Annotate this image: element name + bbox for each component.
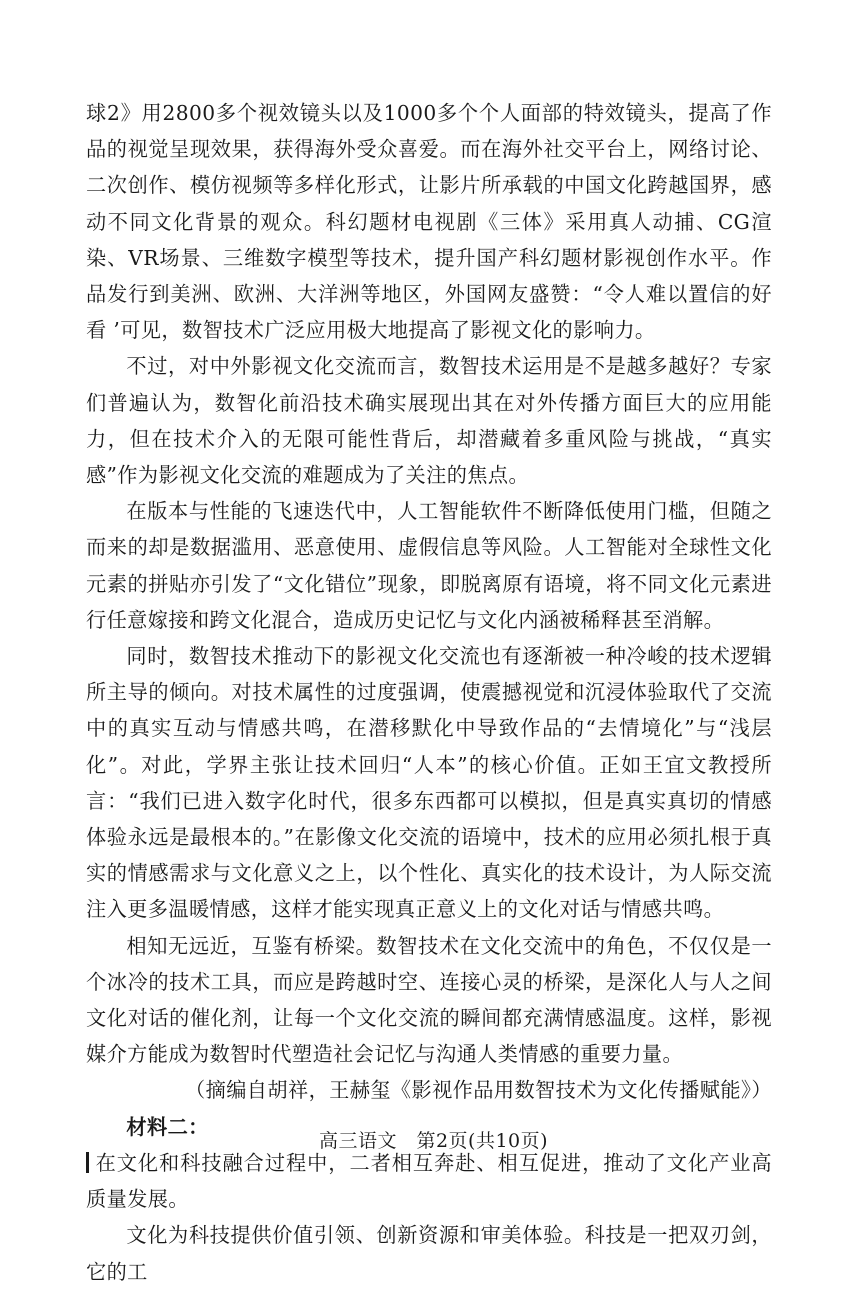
paragraph-5: 相知无远近，互鉴有桥梁。数智技术在文化交流中的角色，不仅仅是一个冰冷的技术工具，而应是跨越时空、连接心灵的桥梁，是深化人与人之间文化对话的催化剂，让每一个文化交流的瞬间都充满情感温度。这样，影视媒介方能成为数智时代塑造社会记忆与沟通人类情感的重要力量。 — [86, 933, 772, 1067]
paragraph-2: 不过，对中外影视文化交流而言，数智技术运用是不是越多越好？专家们普遍认为，数智化前沿技术确实展现出其在对外传播方面巨大的应用能力，但在技术介入的无限可能性背后，却潜藏着多重风险与挑战，“真实感”作为影视文化交流的难题成为了关注的焦点。 — [86, 354, 772, 488]
material-two-text-1: 在文化和科技融合过程中，二者相互奔赴、相互促进，推动了文化产业高质量发展。 — [86, 1150, 772, 1212]
paragraph-1: 球2》用2800多个视效镜头以及1000多个个人面部的特效镜头，提高了作品的视觉呈现效果，获得海外受众喜爱。而在海外社交平台上，网络讨论、二次创作、模仿视频等多样化形式，让影片所承载的中国文化跨越国界，感动不同文化背景的观众。科幻题材电视剧《三体》采用真人动捕、CG渲染、VR场景、三维数字模型等技术，提升国产科幻题材影视创作水平。作品发行到美洲、欧洲、大洋洲等地区，外国网友盛赞：“令人难以置信的好看 ’可见，数智技术广泛应用极大地提高了影视文化的影响力。 — [86, 101, 772, 343]
material-two-paragraph-2: 文化为科技提供价值引领、创新资源和审美体验。科技是一把双刃剑，它的工 — [86, 1223, 772, 1284]
material-two-heading: 材料二： — [126, 1114, 209, 1139]
page-footer: 高三语文 第2页(共10页) — [318, 1130, 549, 1152]
paragraph-4: 同时，数智技术推动下的影视文化交流也有逐渐被一种冷峻的技术逻辑所主导的倾向。对技术属性的过度强调，使震撼视觉和沉浸体验取代了交流中的真实互动与情感共鸣，在潜移默化中导致作品的“去情境化”与“浅层化”。对此，学界主张让技术回归“人本”的核心价值。正如王宜文教授所言：“我们已进入数字化时代，很多东西都可以模拟，但是真实真切的情感体验永远是最根本的。”在影像文化交流的语境中，技术的应用必须扎根于真实的情感需求与文化意义之上，以个性化、真实化的技术设计，为人际交流注入更多温暖情感，这样才能实现真正意义上的文化对话与情感共鸣。 — [86, 644, 772, 922]
paragraph-3: 在版本与性能的飞速迭代中，人工智能软件不断降低使用门槛，但随之而来的却是数据滥用、恶意使用、虚假信息等风险。人工智能对全球性文化元素的拼贴亦引发了“文化错位”现象，即脱离原有语境，将不同文化元素进行任意嫁接和跨文化混合，造成历史记忆与文化内涵被稀释甚至消解。 — [86, 499, 772, 632]
source-citation: （摘编自胡祥，王赫玺《影视作品用数智技术为文化传播赋能》） — [185, 1078, 772, 1103]
